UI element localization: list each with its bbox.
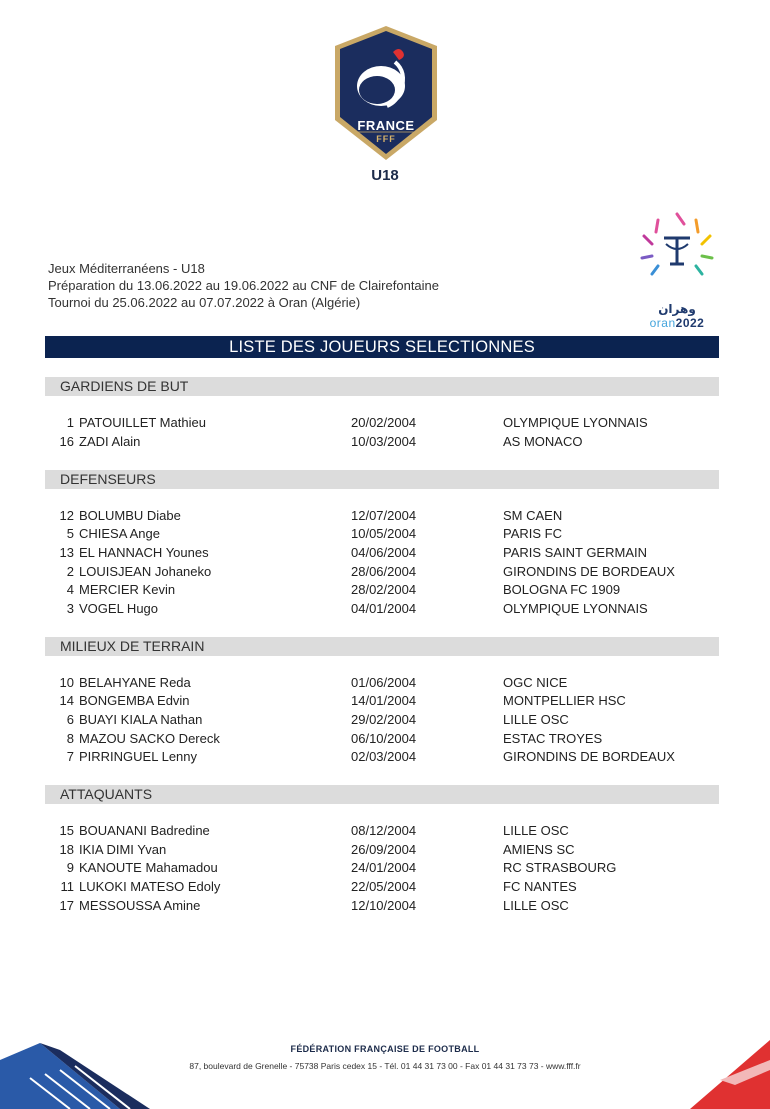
player-dob: 12/10/2004 [351, 898, 417, 913]
player-name: IKIA DIMI Yvan [79, 842, 167, 857]
player-dob: 04/01/2004 [351, 601, 417, 616]
player-name: BELAHYANE Reda [79, 675, 191, 690]
player-row [0, 581, 770, 599]
player-club: LILLE OSC [503, 823, 569, 838]
player-dob: 12/07/2004 [351, 508, 417, 523]
player-club: OGC NICE [503, 675, 568, 690]
player-club: SM CAEN [503, 508, 563, 523]
player-number: 4 [66, 582, 74, 597]
player-club: ESTAC TROYES [503, 731, 603, 746]
selection-banner: LISTE DES JOUEURS SELECTIONNES [45, 336, 719, 358]
player-number: 10 [59, 675, 74, 690]
player-dob: 28/06/2004 [351, 564, 417, 579]
player-number: 12 [59, 508, 74, 523]
player-row [0, 692, 770, 710]
oran-year: 2022 [675, 316, 705, 330]
crest-country: FRANCE [357, 118, 415, 133]
player-dob: 02/03/2004 [351, 749, 417, 764]
player-row [0, 525, 770, 543]
player-name: KANOUTE Mahamadou [79, 860, 218, 875]
player-club: PARIS SAINT GERMAIN [503, 545, 647, 560]
footer-address: 87, boulevard de Grenelle - 75738 Paris cedex 15 - Tél. 01 44 31 73 00 - Fax 01 44 31 73 73 - www.fff.fr [189, 1061, 581, 1071]
player-number: 13 [59, 545, 74, 560]
info-line-1: Jeux Méditerranéens - U18 [48, 261, 205, 276]
player-name: MERCIER Kevin [79, 582, 176, 597]
info-line-3: Tournoi du 25.06.2022 au 07.07.2022 à Oran (Algérie) [48, 295, 361, 310]
player-dob: 26/09/2004 [351, 842, 417, 857]
player-number: 14 [59, 693, 74, 708]
player-number: 17 [59, 898, 74, 913]
player-row [0, 859, 770, 877]
player-club: GIRONDINS DE BORDEAUX [503, 749, 675, 764]
player-club: AS MONACO [503, 434, 583, 449]
player-name: BONGEMBA Edvin [79, 693, 190, 708]
player-club: FC NANTES [503, 879, 577, 894]
player-row [0, 711, 770, 729]
player-name: EL HANNACH Younes [79, 545, 209, 560]
oran-arabic: وهران [658, 302, 696, 316]
player-row [0, 897, 770, 915]
player-dob: 10/03/2004 [351, 434, 417, 449]
player-club: LILLE OSC [503, 898, 569, 913]
player-row [0, 563, 770, 581]
player-row [0, 841, 770, 859]
player-dob: 04/06/2004 [351, 545, 417, 560]
player-number: 18 [59, 842, 74, 857]
player-name: BOUANANI Badredine [79, 823, 210, 838]
player-number: 2 [66, 564, 74, 579]
player-club: OLYMPIQUE LYONNAIS [503, 601, 648, 616]
player-row [0, 414, 770, 432]
player-name: MAZOU SACKO Dereck [79, 731, 220, 746]
player-dob: 28/02/2004 [351, 582, 417, 597]
player-number: 8 [66, 731, 74, 746]
player-row [0, 507, 770, 525]
player-row [0, 878, 770, 896]
player-row [0, 822, 770, 840]
player-number: 5 [66, 526, 74, 541]
player-club: GIRONDINS DE BORDEAUX [503, 564, 675, 579]
player-name: ZADI Alain [79, 434, 141, 449]
team-label: U18 [371, 167, 399, 184]
player-row [0, 730, 770, 748]
player-dob: 10/05/2004 [351, 526, 417, 541]
player-row [0, 600, 770, 618]
player-club: MONTPELLIER HSC [503, 693, 626, 708]
player-number: 7 [66, 749, 74, 764]
player-name: BOLUMBU Diabe [79, 508, 181, 523]
player-dob: 14/01/2004 [351, 693, 417, 708]
player-row [0, 674, 770, 692]
player-club: AMIENS SC [503, 842, 575, 857]
oran-2022-wordmark [636, 302, 718, 330]
section-header-midfielders: MILIEUX DE TERRAIN [45, 637, 719, 656]
player-dob: 29/02/2004 [351, 712, 417, 727]
player-club: PARIS FC [503, 526, 562, 541]
player-number: 15 [59, 823, 74, 838]
section-header-forwards: ATTAQUANTS [45, 785, 719, 804]
player-number: 6 [66, 712, 74, 727]
player-row [0, 748, 770, 766]
info-line-2: Préparation du 13.06.2022 au 19.06.2022 au CNF de Clairefontaine [48, 278, 440, 293]
section-header-goalkeepers: GARDIENS DE BUT [45, 377, 719, 396]
player-name: LUKOKI MATESO Edoly [79, 879, 221, 894]
player-dob: 08/12/2004 [351, 823, 417, 838]
player-number: 16 [59, 434, 74, 449]
player-name: PIRRINGUEL Lenny [79, 749, 198, 764]
player-club: LILLE OSC [503, 712, 569, 727]
player-number: 11 [60, 879, 74, 894]
crest-letters: FFF [376, 134, 396, 144]
player-row [0, 433, 770, 451]
section-header-defenders: DEFENSEURS [45, 470, 719, 489]
player-name: CHIESA Ange [79, 526, 160, 541]
player-dob: 01/06/2004 [351, 675, 417, 690]
player-dob: 22/05/2004 [351, 879, 417, 894]
oran-latin: oran [649, 316, 676, 330]
footer-title: FÉDÉRATION FRANÇAISE DE FOOTBALL [290, 1044, 480, 1054]
player-name: PATOUILLET Mathieu [79, 415, 206, 430]
player-name: VOGEL Hugo [79, 601, 159, 616]
player-number: 3 [66, 601, 74, 616]
player-name: BUAYI KIALA Nathan [79, 712, 203, 727]
player-dob: 24/01/2004 [351, 860, 417, 875]
player-club: OLYMPIQUE LYONNAIS [503, 415, 648, 430]
player-dob: 06/10/2004 [351, 731, 417, 746]
event-info [48, 260, 439, 311]
player-name: LOUISJEAN Johaneko [79, 564, 212, 579]
player-number: 1 [66, 415, 74, 430]
player-number: 9 [66, 860, 74, 875]
player-row [0, 544, 770, 562]
player-club: BOLOGNA FC 1909 [503, 582, 621, 597]
player-name: MESSOUSSA Amine [79, 898, 201, 913]
player-dob: 20/02/2004 [351, 415, 417, 430]
player-club: RC STRASBOURG [503, 860, 617, 875]
